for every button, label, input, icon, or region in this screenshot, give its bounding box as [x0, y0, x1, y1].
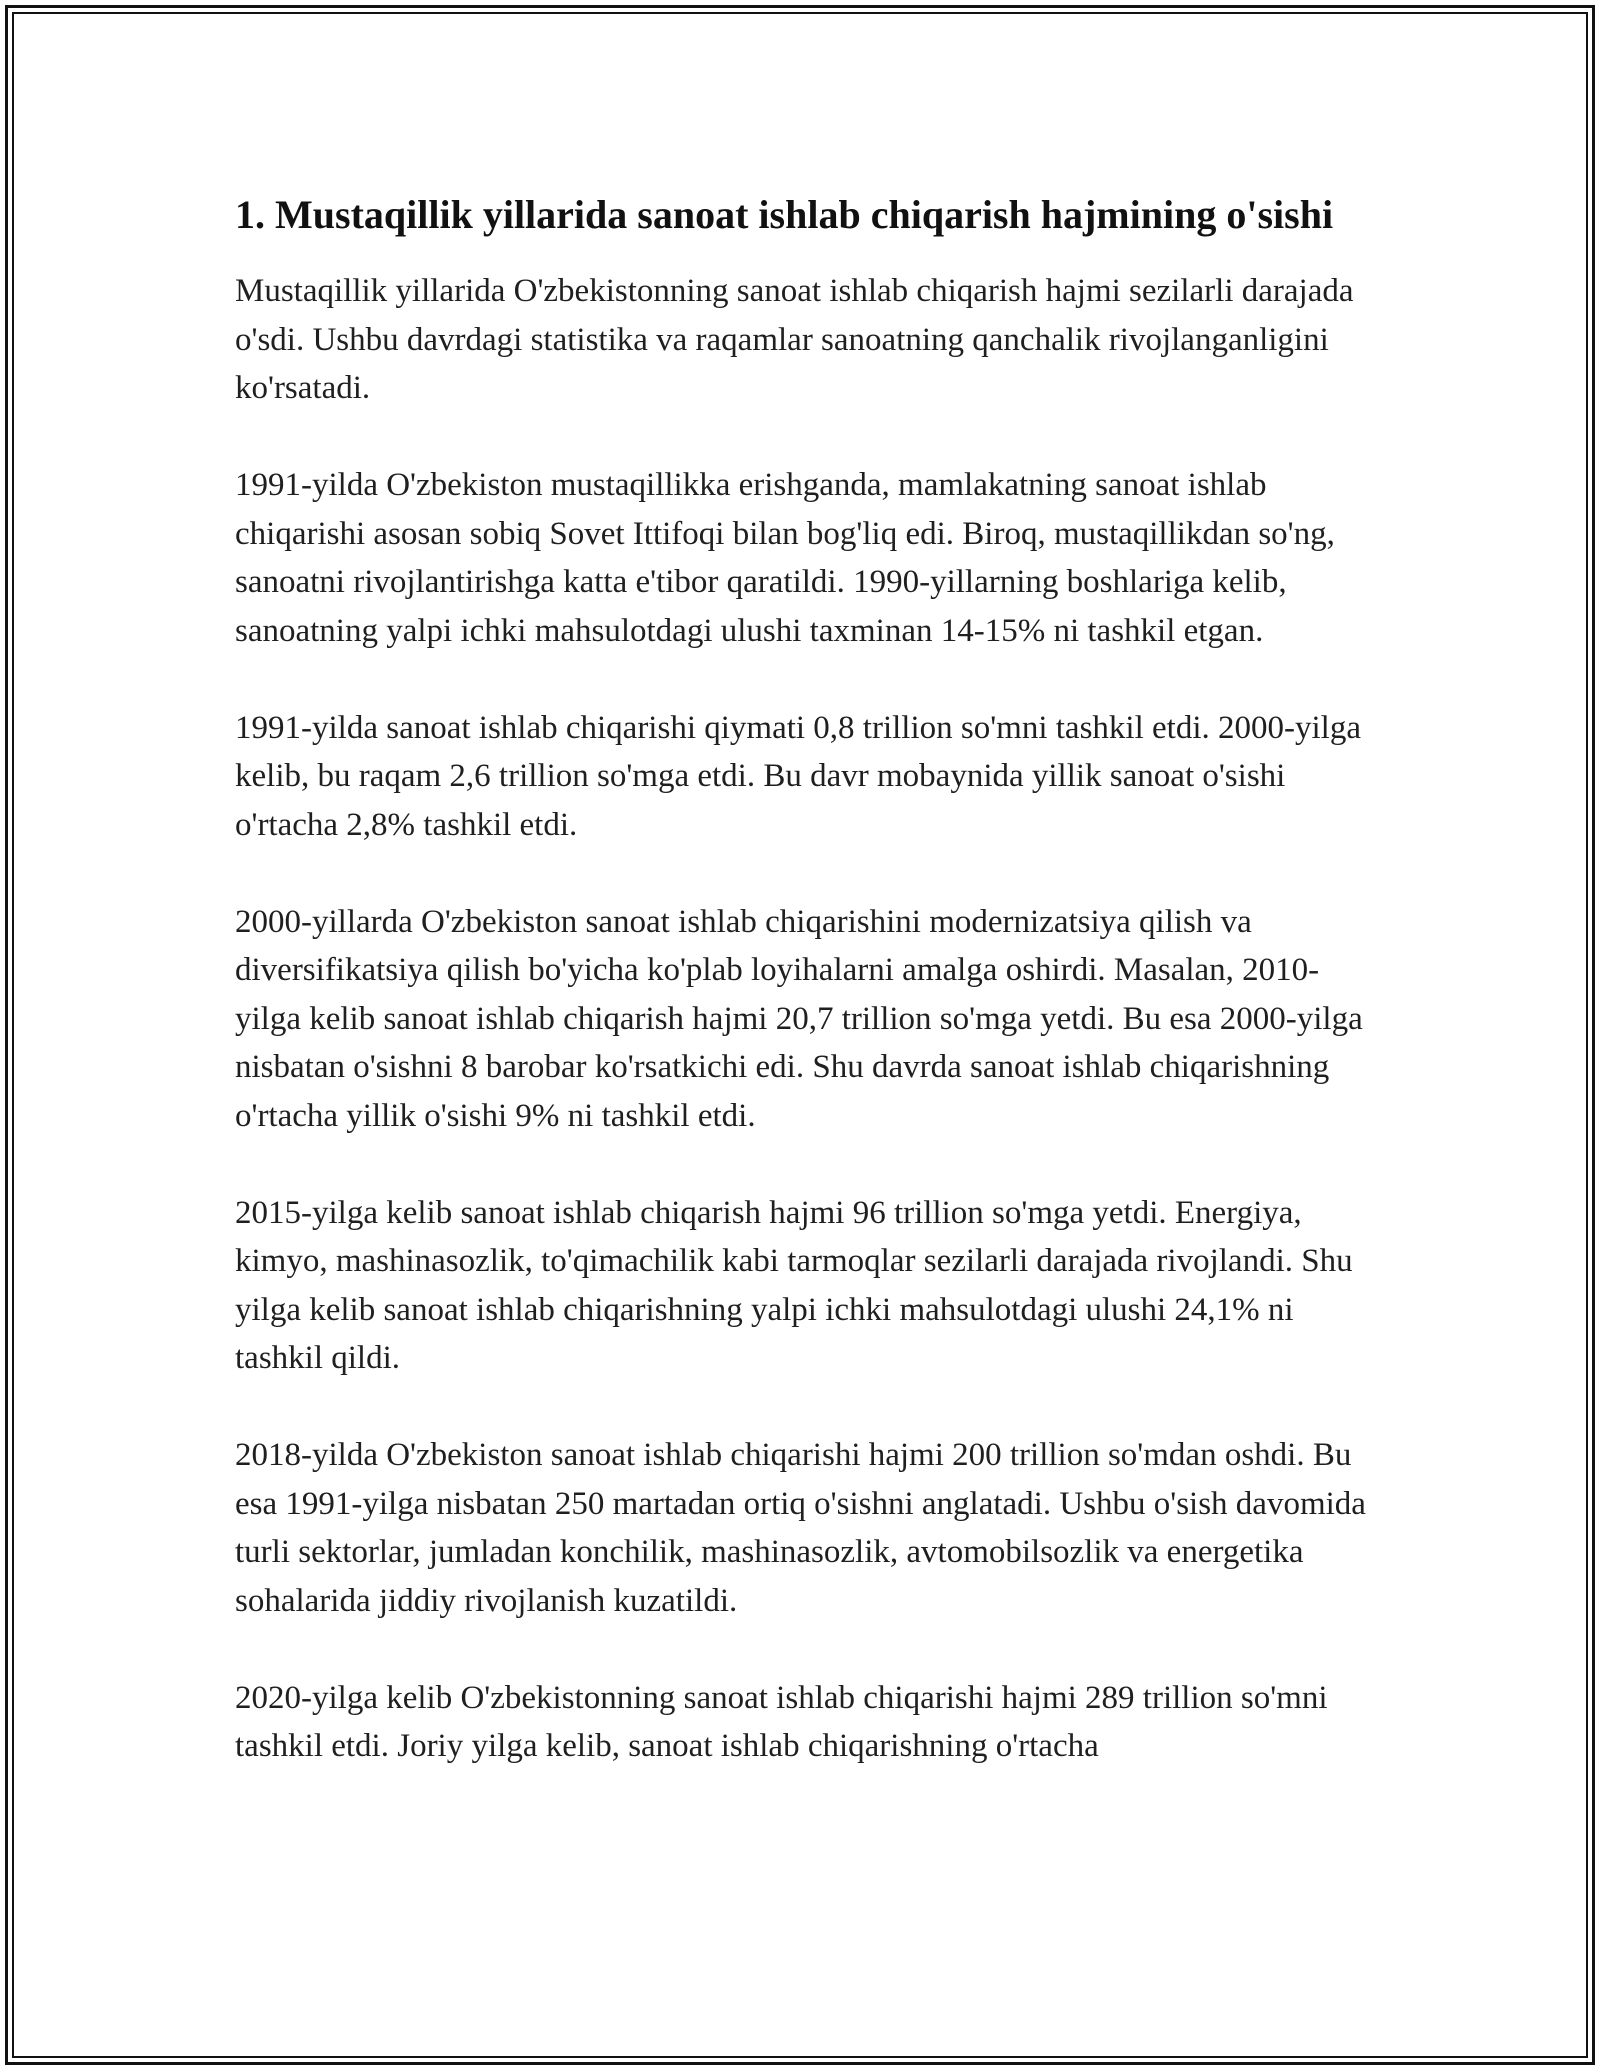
- paragraph-1991-independence: 1991-yilda O'zbekiston mustaqillikka erishganda, mamlakatning sanoat ishlab chiqarishi asosan sobiq Sovet Ittifoqi bilan bog'liq edi. Biroq, mustaqillikdan so'ng, sanoatni rivojlantirishga katta e'tibor qaratildi. 1990-yillarning boshlariga kelib, sanoatning yalpi ichki mahsulotdagi ulushi taxminan 14-15% ni tashkil etgan.: [235, 467, 1335, 649]
- paragraph-2000s: 2000-yillarda O'zbekiston sanoat ishlab chiqarishini modernizatsiya qilish va diversifikatsiya qilish bo'yicha ko'plab loyihalarni amalga oshirdi. Masalan, 2010-yilga kelib sanoat ishlab chiqarish hajmi 20,7 trillion so'mga yetdi. Bu esa 2000-yilga nisbatan o'sishni 8 barobar ko'rsatkichi edi. Shu davrda sanoat ishlab chiqarishning o'rtacha yillik o'sishi 9% ni tashkil etdi.: [235, 903, 1363, 1134]
- paragraph-2018: 2018-yilda O'zbekiston sanoat ishlab chiqarishi hajmi 200 trillion so'mdan oshdi. Bu esa 1991-yilga nisbatan 250 martadan ortiq o'sishni anglatadi. Ushbu o'sish davomida turli sektorlar, jumladan konchilik, mashinasozlik, avtomobilsozlik va energetika sohalarida jiddiy rivojlanish kuzatildi.: [235, 1437, 1366, 1619]
- paragraph-2020: 2020-yilga kelib O'zbekistonning sanoat ishlab chiqarishi hajmi 289 trillion so'mni tashkil etdi. Joriy yilga kelib, sanoat ishlab chiqarishning o'rtacha: [235, 1679, 1328, 1764]
- paragraph-intro: Mustaqillik yillarida O'zbekistonning sanoat ishlab chiqarish hajmi sezilarli darajada o'sdi. Ushbu davrdagi statistika va raqamlar sanoatning qanchalik rivojlanganligini ko'rsatadi.: [235, 273, 1354, 406]
- section-title: 1. Mustaqillik yillarida sanoat ishlab chiqarish hajmining o'sishi: [235, 192, 1334, 237]
- document-body: [235, 188, 1375, 1819]
- paragraph-1991-2000: 1991-yilda sanoat ishlab chiqarishi qiymati 0,8 trillion so'mni tashkil etdi. 2000-yilga kelib, bu raqam 2,6 trillion so'mga etdi. Bu davr mobaynida yillik sanoat o'sishi o'rtacha 2,8% tashkil etdi.: [235, 709, 1361, 843]
- paragraph-2015: 2015-yilga kelib sanoat ishlab chiqarish hajmi 96 trillion so'mga yetdi. Energiya, kimyo, mashinasozlik, to'qimachilik kabi tarmoqlar sezilarli darajada rivojlandi. Shu yilga kelib sanoat ishlab chiqarishning yalpi ichki mahsulotdagi ulushi 24,1% ni tashkil qildi.: [235, 1194, 1353, 1376]
